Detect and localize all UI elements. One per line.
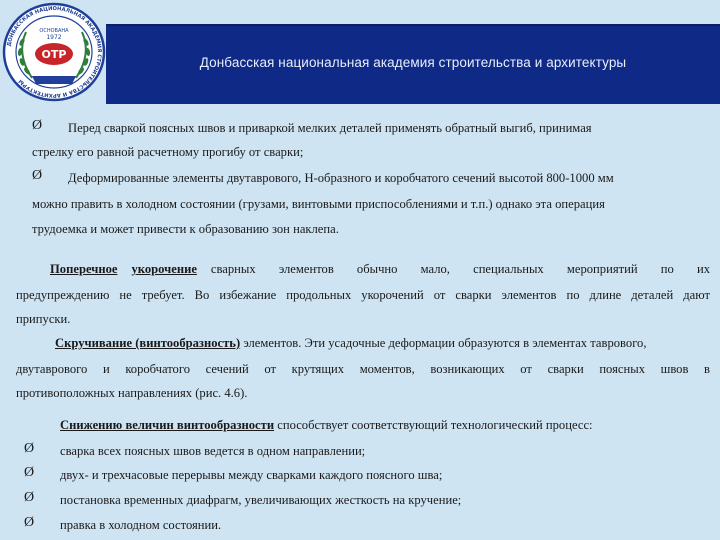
bullet-1-line-1: Перед сваркой поясных швов и приваркой мелких деталей применять обратный выгиб, принимая <box>68 121 592 135</box>
bullet-arrow-icon: Ø <box>32 118 43 133</box>
term-reduce-twist: Снижению величин винтообразности <box>60 418 275 432</box>
para-shrink-line-3: припуски. <box>16 312 71 326</box>
para-reduce <box>60 417 593 433</box>
bullet-1-line-2: стрелку его равной расчетному прогибу от сварки; <box>32 145 304 159</box>
term-transverse: Поперечное <box>50 262 118 276</box>
bullet-arrow-icon: Ø <box>24 441 35 456</box>
para-twist-line-2: двутаврового и коробчатого сечений от крутящих моментов, возникающих от сварки поясных швов в <box>16 362 710 376</box>
process-item-4: правка в холодном состоянии. <box>60 518 222 532</box>
logo-year: 1972 <box>46 34 62 41</box>
page-title: Донбасская национальная академия строительства и архитектуры <box>199 55 627 70</box>
para-twist-line-1 <box>55 335 647 351</box>
logo-emblem-text: ОТР <box>41 48 67 61</box>
process-item-2: двух- и трехчасовые перерывы между сварками каждого поясного шва; <box>60 468 443 482</box>
academy-logo <box>2 2 106 102</box>
para-twist-line-3: противоположных направлениях (рис. 4.6). <box>16 386 248 400</box>
para-reduce-rest: способствует соответствующий технологический процесс: <box>277 418 593 432</box>
para-shrink-line-1-rest: сварных элементов обычно мало, специальных мероприятий по их <box>210 262 710 276</box>
bullet-2-line-1: Деформированные элементы двутаврового, Н-образного и коробчатого сечений высотой 800-1000 мм <box>68 171 614 185</box>
bullet-2-line-2: можно править в холодном состоянии (грузами, винтовыми приспособлениями и т.п.) однако эта операция <box>32 197 605 211</box>
para-twist-line-1-rest: элементов. Эти усадочные деформации образуются в элементах таврового, <box>243 336 647 350</box>
bullet-arrow-icon: Ø <box>24 490 35 505</box>
para-shrink-line-1 <box>50 261 710 277</box>
process-item-1: сварка всех поясных швов ведется в одном направлении; <box>60 444 366 458</box>
header-band <box>106 24 720 104</box>
logo-ring-text: ДОНБАССКАЯ НАЦИОНАЛЬНАЯ АКАДЕМИЯ СТРОИТЕЛЬСТВА И АРХИТЕКТУРЫ <box>6 5 103 99</box>
bullet-arrow-icon: Ø <box>24 465 35 480</box>
process-item-3: постановка временных диафрагм, увеличивающих жесткость на кручение; <box>60 493 462 507</box>
term-twisting: Скручивание (винтообразность) <box>55 336 241 350</box>
logo-year-label: ОСНОВАНА <box>39 28 69 34</box>
bullet-2-line-3: трудоемка и может привести к образованию зон наклепа. <box>32 222 339 236</box>
bullet-arrow-icon: Ø <box>32 168 43 183</box>
bullet-arrow-icon: Ø <box>24 515 35 530</box>
para-shrink-line-2: предупреждению не требует. Во избежание продольных укорочений от сварки элементов по длине деталей дают <box>16 288 710 302</box>
term-shortening: укорочение <box>131 262 197 276</box>
